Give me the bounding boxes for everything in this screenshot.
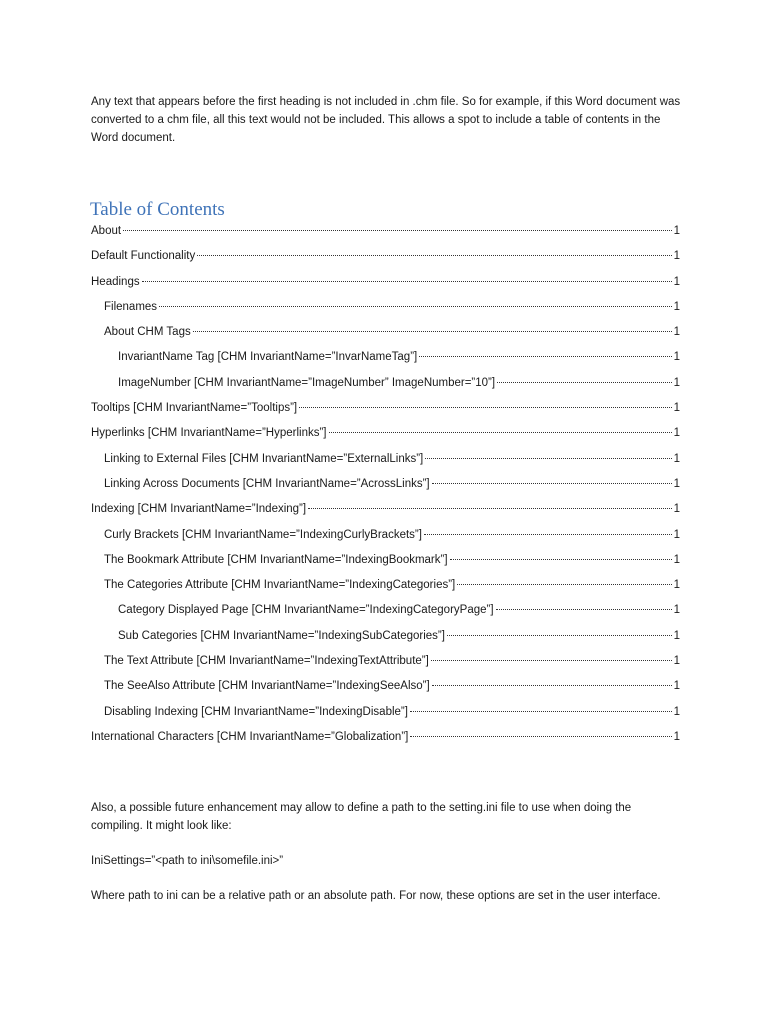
toc-entry-page-number: 1 [673,351,680,364]
toc-title: Table of Contents [90,199,225,220]
toc-dot-leader [450,559,672,560]
toc-entry-label: Disabling Indexing [CHM InvariantName=”IndexingDisable”] [104,705,408,718]
toc-entry[interactable] [91,347,680,372]
toc-entry-label: Headings [91,275,140,288]
toc-entry-label: About CHM Tags [104,326,191,339]
toc-dot-leader [432,483,672,484]
toc-entry-page-number: 1 [673,250,680,263]
toc-dot-leader [419,356,671,357]
toc-dot-leader [432,685,672,686]
toc-entry-page-number: 1 [673,225,680,237]
toc-dot-leader [425,458,671,459]
toc-entry-label: The Categories Attribute [CHM InvariantName=”IndexingCategories”] [104,579,456,592]
toc-entry-label: Linking Across Documents [CHM InvariantName=”AcrossLinks”] [104,477,430,490]
toc-dot-leader [497,382,672,383]
toc-entry[interactable] [91,499,680,524]
toc-entry-label: InvariantName Tag [CHM InvariantName=”InvarNameTag”] [118,351,418,364]
toc-entry-page-number: 1 [673,730,680,743]
toc-dot-leader [299,407,671,408]
toc-dot-leader [447,635,672,636]
toc-entry[interactable] [91,272,680,297]
toc-entry-page-number: 1 [673,376,680,389]
toc-entry-label: Linking to External Files [CHM InvariantName=”ExternalLinks”] [104,452,424,465]
toc-entry-page-number: 1 [673,604,680,617]
toc-entry-label: Tooltips [CHM InvariantName=”Tooltips”] [91,402,298,415]
toc-dot-leader [410,711,672,712]
toc-entry-label: Default Functionality [91,250,196,263]
toc-entry-label: ImageNumber [CHM InvariantName=”ImageNumber” ImageNumber=”10”] [118,376,496,389]
toc-entry-label: Sub Categories [CHM InvariantName=”IndexingSubCategories”] [118,629,445,642]
toc-entry[interactable] [91,373,680,398]
toc-dot-leader [431,660,672,661]
toc-entry[interactable] [91,474,680,499]
future-enhancement-paragraph: Also, a possible future enhancement may allow to define a path to the setting.ini file to use when doing the compiling. It might look like: [91,802,632,832]
toc-entry-page-number: 1 [673,300,680,313]
intro-paragraph: Any text that appears before the first heading is not included in .chm file. So for example, if this Word document was converted to a chm file, all this text would not be included. This allows a spot to include a table of contents in the Word document. [91,96,681,144]
toc-dot-leader [142,281,672,282]
toc-entry-page-number: 1 [673,427,680,440]
toc-entry-page-number: 1 [673,655,680,668]
toc-entry[interactable] [91,322,680,347]
toc-dot-leader [329,432,672,433]
toc-entry[interactable] [91,449,680,474]
toc-entry-label: International Characters [CHM InvariantName=”Globalization”] [91,730,409,743]
toc-entry-label: Filenames [104,300,158,313]
toc-entry-label: Hyperlinks [CHM InvariantName=”Hyperlinks”] [91,427,327,440]
table-of-contents [91,221,680,752]
toc-entry-label: The SeeAlso Attribute [CHM InvariantName=”IndexingSeeAlso”] [104,680,430,693]
toc-dot-leader [457,584,671,585]
toc-entry[interactable] [91,600,680,625]
ini-path-paragraph: Where path to ini can be a relative path or an absolute path. For now, these options are set in the user interface. [91,890,661,902]
toc-entry[interactable] [91,423,680,448]
toc-entry[interactable] [91,550,680,575]
toc-entry-page-number: 1 [673,579,680,592]
toc-entry-label: The Text Attribute [CHM InvariantName=”IndexingTextAttribute”] [104,655,429,668]
toc-entry[interactable] [91,398,680,423]
toc-entry-label: The Bookmark Attribute [CHM InvariantName=”IndexingBookmark”] [104,553,448,566]
toc-dot-leader [159,306,672,307]
toc-entry[interactable] [91,676,680,701]
toc-entry-page-number: 1 [673,680,680,693]
toc-entry[interactable] [91,727,680,752]
toc-entry-page-number: 1 [673,402,680,415]
toc-dot-leader [308,508,672,509]
toc-entry-page-number: 1 [673,528,680,541]
toc-dot-leader [496,609,672,610]
ini-settings-example: IniSettings=”<path to ini\somefile.ini>” [91,855,284,867]
toc-entry[interactable] [91,221,680,246]
toc-entry-page-number: 1 [673,275,680,288]
toc-entry[interactable] [91,525,680,550]
toc-entry-label: About [91,225,122,237]
toc-dot-leader [424,534,672,535]
toc-entry-page-number: 1 [673,553,680,566]
toc-entry-label: Indexing [CHM InvariantName=”Indexing”] [91,503,307,516]
toc-entry-label: Curly Brackets [CHM InvariantName=”IndexingCurlyBrackets”] [104,528,422,541]
toc-entry-page-number: 1 [673,477,680,490]
toc-entry[interactable] [91,575,680,600]
toc-entry-page-number: 1 [673,326,680,339]
toc-entry[interactable] [91,297,680,322]
toc-entry[interactable] [91,651,680,676]
toc-entry[interactable] [91,626,680,651]
toc-entry-page-number: 1 [673,705,680,718]
toc-dot-leader [197,255,671,256]
toc-dot-leader [193,331,672,332]
toc-entry-page-number: 1 [673,503,680,516]
toc-entry[interactable] [91,246,680,271]
toc-entry-page-number: 1 [673,452,680,465]
toc-dot-leader [123,230,672,231]
toc-entry[interactable] [91,702,680,727]
toc-dot-leader [410,736,671,737]
toc-entry-label: Category Displayed Page [CHM InvariantName=”IndexingCategoryPage”] [118,604,494,617]
toc-entry-page-number: 1 [673,629,680,642]
